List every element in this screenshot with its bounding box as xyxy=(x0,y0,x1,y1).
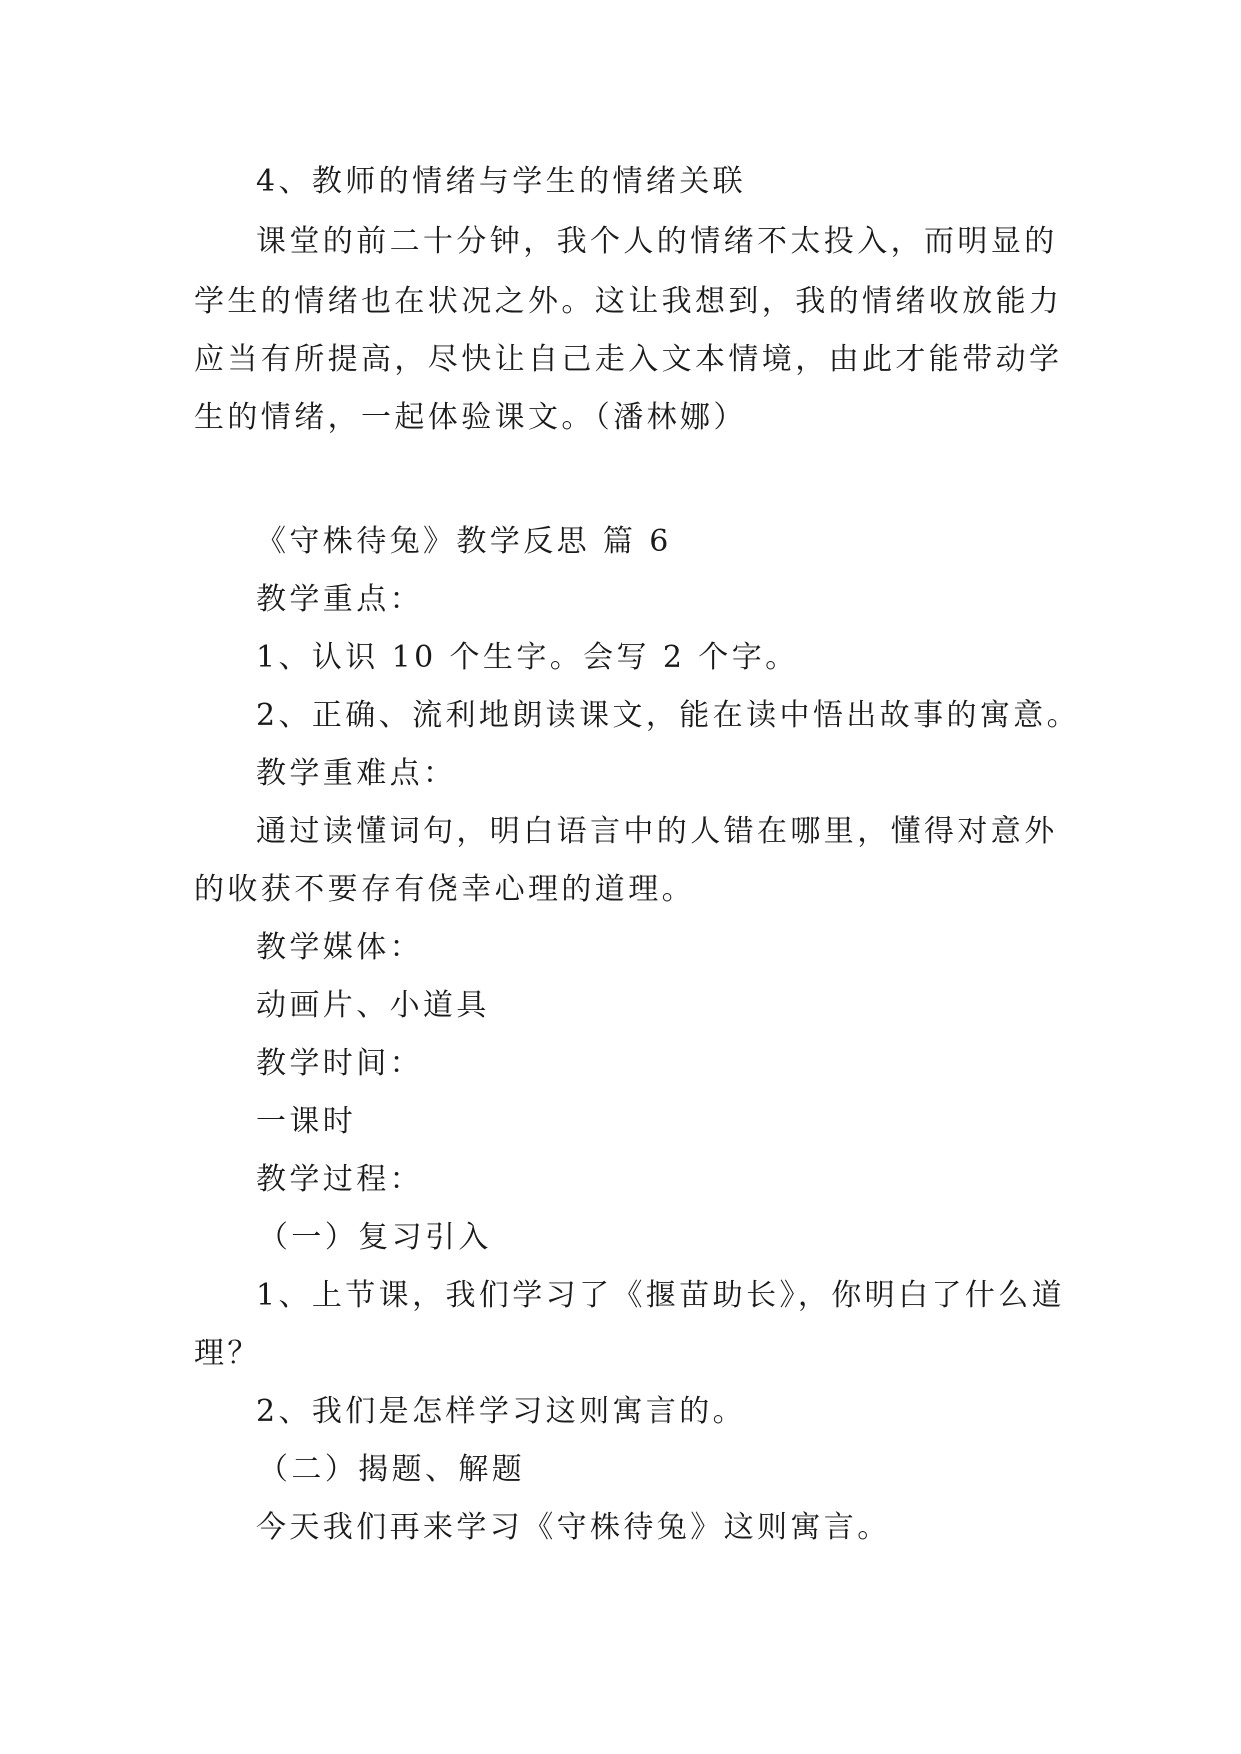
step-title: （一）复习引入 xyxy=(258,1220,492,1255)
paragraph-line: 1、上节课，我们学习了《揠苗助长》，你明白了什么道 xyxy=(256,1278,1066,1313)
paragraph-line: 应当有所提高，尽快让自己走入文本情境，由此才能带动学 xyxy=(194,342,1063,377)
paragraph-line: 学生的情绪也在状况之外。这让我想到，我的情绪收放能力 xyxy=(194,284,1063,319)
paragraph-line: 今天我们再来学习《守株待兔》这则寓言。 xyxy=(256,1510,891,1545)
key-point-item: 1、认识 10 个生字。会写 2 个字。 xyxy=(256,640,799,675)
media-value: 动画片、小道具 xyxy=(256,988,490,1023)
difficulty-label: 教学重难点： xyxy=(256,756,457,791)
step-title: （二）揭题、解题 xyxy=(258,1452,526,1487)
paragraph-line: 的收获不要存有侥幸心理的道理。 xyxy=(194,872,695,907)
article-title: 《守株待兔》教学反思 篇 6 xyxy=(256,524,672,559)
section-heading: 4、教师的情绪与学生的情绪关联 xyxy=(256,164,747,199)
media-label: 教学媒体： xyxy=(256,930,423,965)
paragraph-line: 课堂的前二十分钟，我个人的情绪不太投入，而明显的 xyxy=(256,224,1058,259)
process-label: 教学过程： xyxy=(256,1162,423,1197)
paragraph-line: 通过读懂词句，明白语言中的人错在哪里，懂得对意外 xyxy=(256,814,1058,849)
time-value: 一课时 xyxy=(256,1104,357,1139)
paragraph-line: 理？ xyxy=(194,1336,261,1371)
time-label: 教学时间： xyxy=(256,1046,423,1081)
key-points-label: 教学重点： xyxy=(256,582,423,617)
key-point-item: 2、正确、流利地朗读课文，能在读中悟出故事的寓意。 xyxy=(256,698,1081,733)
paragraph-line: 2、我们是怎样学习这则寓言的。 xyxy=(256,1394,747,1429)
paragraph-line: 生的情绪，一起体验课文。（潘林娜） xyxy=(194,400,747,435)
